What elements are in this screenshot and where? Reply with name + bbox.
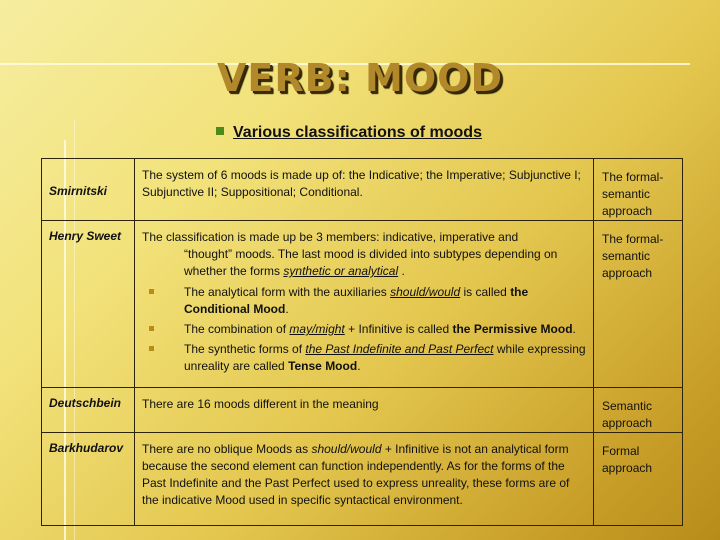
classification-table: [41, 158, 683, 526]
slide-title: VERB: MOOD: [217, 56, 503, 100]
description-cell: There are no oblique Moods as should/would + Infinitive is not an analytical form because the second element can function independently. As for the forms of the Past Indefinite and the Past Perfect used to express unreality, these forms are of the indicative Mood used in specific syntactical environment.: [135, 433, 594, 526]
list-item: The analytical form with the auxiliaries should/would is called the Conditional Mood.: [142, 284, 587, 318]
list-item: The combination of may/might + Infinitive is called the Permissive Mood.: [142, 321, 587, 338]
subtitle-text: Various classifications of moods: [233, 124, 482, 141]
table-row-smirnitski: [42, 159, 683, 221]
author-cell: Smirnitski: [42, 159, 135, 221]
approach-cell: Formal approach: [594, 433, 683, 526]
description-cell: There are 16 moods different in the meaning: [135, 388, 594, 433]
approach-cell: The formal-semantic approach: [594, 221, 683, 388]
subtype-list: [142, 284, 587, 375]
slide-subtitle: [216, 124, 482, 142]
intro-line: The classification is made up be 3 members: indicative, imperative and: [142, 230, 519, 244]
table-row-henry-sweet: [42, 221, 683, 388]
intro-continuation: “thought” moods. The last mood is divided into subtypes depending on whether the forms synthetic or analytical .: [184, 247, 558, 278]
list-item: The synthetic forms of the Past Indefinite and Past Perfect while expressing unreality are called Tense Mood.: [142, 341, 587, 375]
approach-cell: Semantic approach: [594, 388, 683, 433]
description-cell: [135, 221, 594, 388]
term-should-would: should/would: [311, 442, 382, 456]
table-row-barkhudarov: [42, 433, 683, 526]
author-cell: Henry Sweet: [42, 221, 135, 388]
table-row-deutschbein: [42, 388, 683, 433]
term-synthetic-analytical: synthetic or analytical: [283, 264, 399, 278]
description-cell: The system of 6 moods is made up of: the Indicative; the Imperative; Subjunctive I; Subjunctive II; Suppositional; Conditional.: [135, 159, 594, 221]
author-cell: Barkhudarov: [42, 433, 135, 526]
bullet-square-icon: [216, 127, 224, 135]
author-cell: Deutschbein: [42, 388, 135, 433]
approach-cell: The formal-semantic approach: [594, 159, 683, 221]
